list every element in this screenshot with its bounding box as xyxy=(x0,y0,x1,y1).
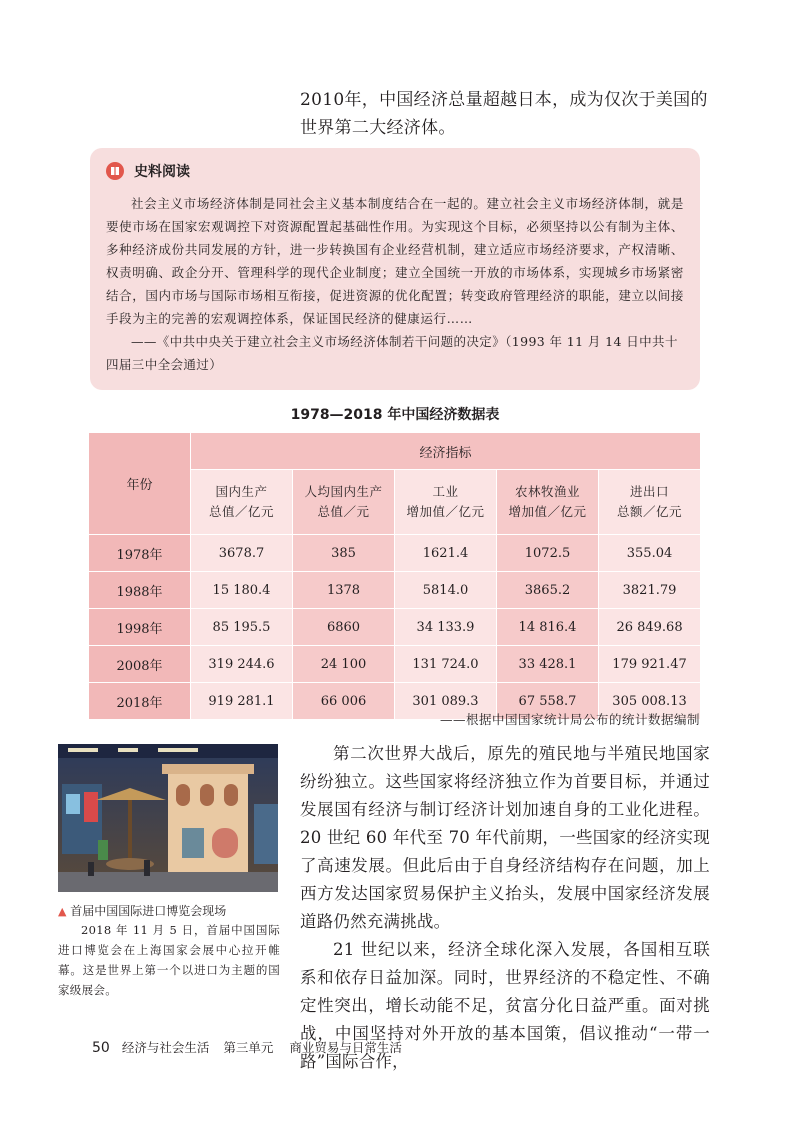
triangle-icon: ▲ xyxy=(58,905,67,918)
expo-photo xyxy=(58,744,278,892)
table-cell: 385 xyxy=(293,535,395,572)
table-source: ——根据中国国家统计局公布的统计数据编制 xyxy=(439,712,700,727)
table-cell: 355.04 xyxy=(599,535,701,572)
table-cell: 1378 xyxy=(293,572,395,609)
header-trade: 进出口 总额／亿元 xyxy=(599,470,701,535)
paragraph: 21 世纪以来，经济全球化深入发展，各国相互联系和依存日益加深。同时，世界经济的不稳定性、不确定性突出，增长动能不足，贫富分化日益严重。面对挑战，中国坚持对外开放的基本国策，倡议推动“一带一路”国际合作， xyxy=(300,940,710,1071)
book-title: 经济与社会生活 xyxy=(121,1040,210,1055)
unit-label: 第三单元 xyxy=(223,1040,274,1055)
row-year: 2008年 xyxy=(89,646,191,683)
table-cell: 1621.4 xyxy=(395,535,497,572)
row-year: 1998年 xyxy=(89,609,191,646)
row-year: 1978年 xyxy=(89,535,191,572)
page-number: 50 xyxy=(92,1040,110,1056)
table-cell: 33 428.1 xyxy=(497,646,599,683)
row-year: 1988年 xyxy=(89,572,191,609)
table-cell: 305 008.13 xyxy=(599,683,701,720)
photo-caption-body: 2018 年 11 月 5 日，首届中国国际进口博览会在上海国家会展中心拉开帷幕。这是世界上第一个以进口为主题的国家级展会。 xyxy=(58,923,280,997)
page-footer xyxy=(92,1038,402,1056)
table-cell: 1072.5 xyxy=(497,535,599,572)
table-cell: 26 849.68 xyxy=(599,609,701,646)
table-title: 1978—2018 年中国经济数据表 xyxy=(290,407,500,423)
table-cell: 34 133.9 xyxy=(395,609,497,646)
reading-title: 史料阅读 xyxy=(134,164,190,180)
table-row xyxy=(89,535,701,572)
table-cell: 85 195.5 xyxy=(191,609,293,646)
header-indicators: 经济指标 xyxy=(191,433,701,470)
main-text xyxy=(300,740,710,1076)
table-row xyxy=(89,609,701,646)
table-cell: 14 816.4 xyxy=(497,609,599,646)
header-agriculture: 农林牧渔业 增加值／亿元 xyxy=(497,470,599,535)
table-cell: 3821.79 xyxy=(599,572,701,609)
book-icon xyxy=(106,162,124,180)
table-cell: 919 281.1 xyxy=(191,683,293,720)
reading-source: ——《中共中央关于建立社会主义市场经济体制若干问题的决定》（1993 年 11 月 14 日中共十四届三中全会通过） xyxy=(106,334,678,372)
economic-data-table xyxy=(88,432,701,720)
header-gdp-per-capita: 人均国内生产 总值／元 xyxy=(293,470,395,535)
table-cell: 24 100 xyxy=(293,646,395,683)
unit-title: 商业贸易与日常生活 xyxy=(289,1040,402,1055)
reading-body: 社会主义市场经济体制是同社会主义基本制度结合在一起的。建立社会主义市场经济体制，就是要使市场在国家宏观调控下对资源配置起基础性作用。为实现这个目标，必须坚持以公有制为主体、多种经济成份共同发展的方针，进一步转换国有企业经营机制，建立适应市场经济要求，产权清晰、权责明确、政企分开、管理科学的现代企业制度；建立全国统一开放的市场体系，实现城乡市场紧密结合，国内市场与国际市场相互衔接，促进资源的优化配置；转变政府管理经济的职能，建立以间接手段为主的完善的宏观调控体系，保证国民经济的健康运行…… xyxy=(106,196,684,326)
table-cell: 131 724.0 xyxy=(395,646,497,683)
table-cell: 67 558.7 xyxy=(497,683,599,720)
table-cell: 179 921.47 xyxy=(599,646,701,683)
table-cell: 3865.2 xyxy=(497,572,599,609)
table-cell: 6860 xyxy=(293,609,395,646)
reading-header xyxy=(106,160,684,182)
paragraph: 第二次世界大战后，原先的殖民地与半殖民地国家纷纷独立。这些国家将经济独立作为首要目标，并通过发展国有经济与制订经济计划加速自身的工业化进程。20 世纪 60 年代至 70 年代前期，一些国家的经济实现了高速发展。但此后由于自身经济结构存在问题，加上西方发达国家贸易保护主义抬头，发展中国家经济发展道路仍然充满挑战。 xyxy=(300,744,710,931)
header-year: 年份 xyxy=(89,433,191,535)
table-cell: 301 089.3 xyxy=(395,683,497,720)
table-cell: 3678.7 xyxy=(191,535,293,572)
table-cell: 5814.0 xyxy=(395,572,497,609)
top-paragraph: 2010年，中国经济总量超越日本，成为仅次于美国的世界第二大经济体。 xyxy=(300,90,708,138)
table-row xyxy=(89,646,701,683)
historical-reading-box xyxy=(90,148,700,390)
table-cell: 66 006 xyxy=(293,683,395,720)
row-year: 2018年 xyxy=(89,683,191,720)
table-cell: 15 180.4 xyxy=(191,572,293,609)
header-industry: 工业 增加值／亿元 xyxy=(395,470,497,535)
table-cell: 319 244.6 xyxy=(191,646,293,683)
table-row xyxy=(89,572,701,609)
photo-caption-title: ▲ 首届中国国际进口博览会现场 xyxy=(58,904,227,918)
header-gdp: 国内生产 总值／亿元 xyxy=(191,470,293,535)
